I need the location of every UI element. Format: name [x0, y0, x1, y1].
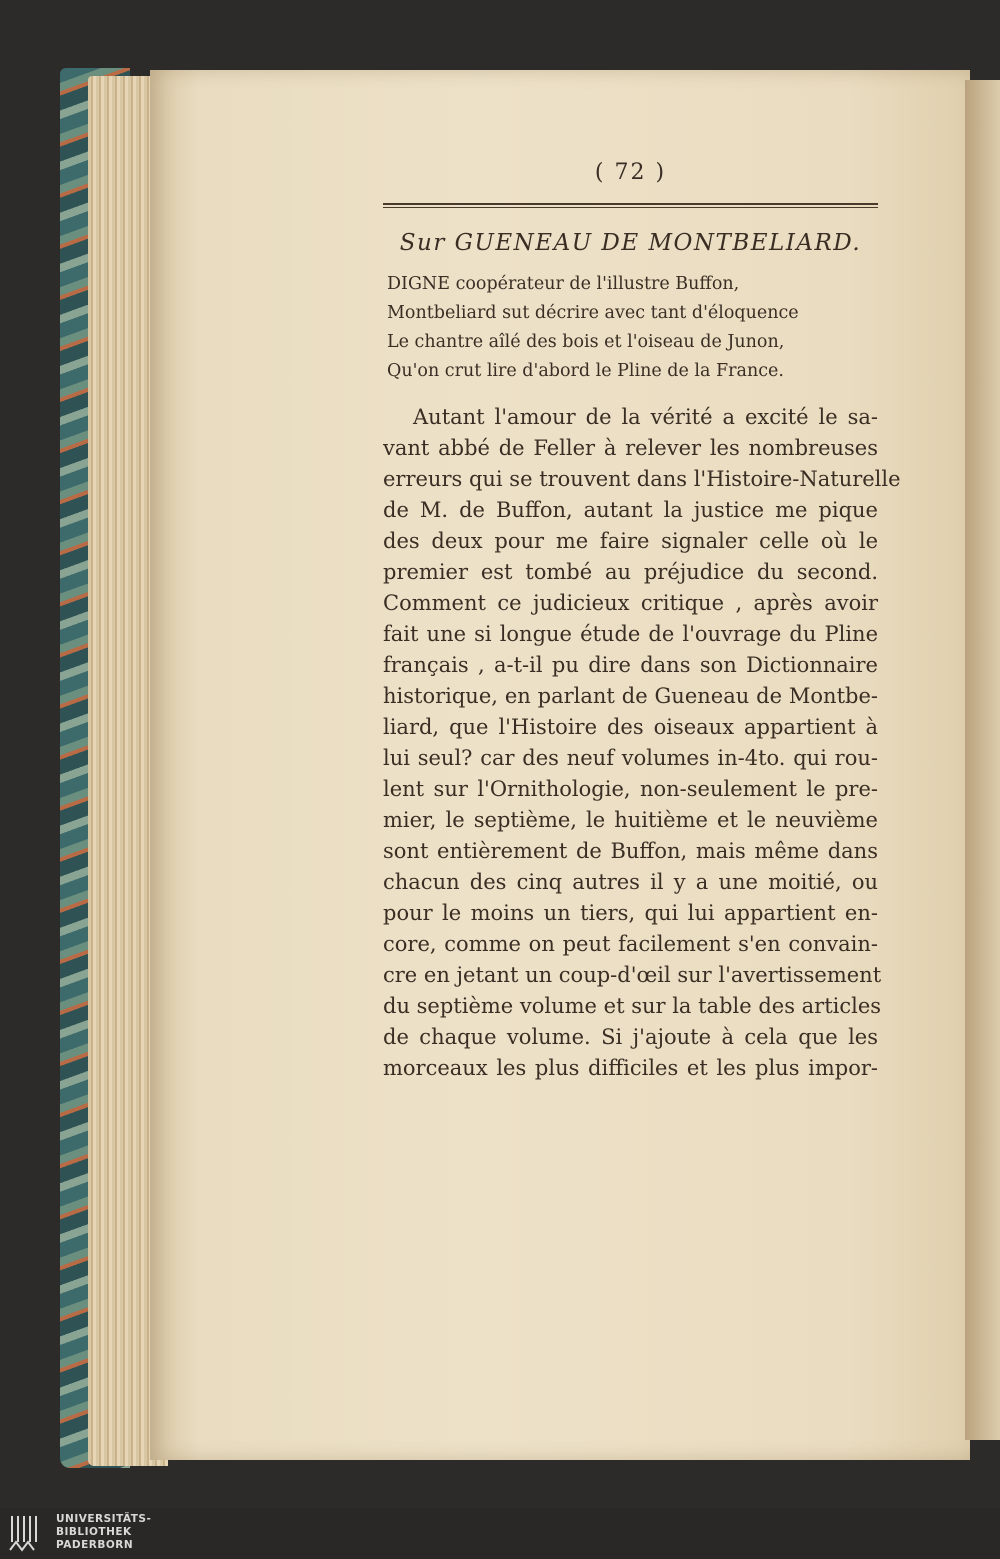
- prose-line: core, comme on peut facilement s'en convain-: [383, 932, 878, 956]
- prose-line: Comment ce judicieux critique , après avoir: [383, 591, 878, 615]
- prose-line: du septième volume et sur la table des articles: [383, 994, 882, 1018]
- prose-line: premier est tombé au préjudice du second.: [383, 560, 878, 584]
- library-name: [56, 1513, 151, 1552]
- prose-line: des deux pour me faire signaler celle où le: [383, 529, 878, 553]
- prose-line: cre en jetant un coup-d'œil sur l'avertissement: [383, 963, 882, 987]
- prose-line: historique, en parlant de Gueneau de Montbe-: [383, 684, 878, 708]
- prose-line: vant abbé de Feller à relever les nombreuses: [383, 436, 878, 460]
- library-logo-icon: [4, 1512, 46, 1556]
- verse-line: Montbeliard sut décrire avec tant d'éloquence: [387, 303, 799, 323]
- next-page-edge: [965, 80, 1000, 1440]
- library-name-line: PADERBORN: [56, 1539, 134, 1551]
- prose-line: morceaux les plus difficiles et les plus impor-: [383, 1056, 878, 1080]
- prose-line: mier, le septième, le huitième et le neuvième: [383, 808, 878, 832]
- prose-line: sont entièrement de Buffon, mais même dans: [383, 839, 878, 863]
- header-rule: [383, 203, 878, 208]
- prose-line: fait une si longue étude de l'ouvrage du Pline: [383, 622, 878, 646]
- prose-paragraph: [383, 402, 901, 1084]
- page-number: ( 72 ): [594, 160, 667, 185]
- prose-line: de M. de Buffon, autant la justice me pique: [383, 498, 878, 522]
- verse-line: DIGNE coopérateur de l'illustre Buffon,: [387, 274, 740, 294]
- prose-line: pour le moins un tiers, qui lui appartient en-: [383, 901, 878, 925]
- prose-line: erreurs qui se trouvent dans l'Histoire-Naturelle: [383, 467, 901, 491]
- verse-line: Qu'on crut lire d'abord le Pline de la France.: [387, 361, 784, 381]
- epigram-verse: [383, 270, 878, 386]
- verse-line: Le chantre aîlé des bois et l'oiseau de Junon,: [387, 332, 785, 352]
- prose-line: de chaque volume. Si j'ajoute à cela que les: [383, 1025, 878, 1049]
- prose-line: Autant l'amour de la vérité a excité le sa-: [413, 405, 878, 429]
- prose-line: chacun des cinq autres il y a une moitié, ou: [383, 870, 878, 894]
- section-heading: Sur GUENEAU DE MONTBELIARD.: [399, 230, 862, 256]
- prose-line: lui seul? car des neuf volumes in-4to. qui rou-: [383, 746, 878, 770]
- prose-line: liard, que l'Histoire des oiseaux appartient à: [383, 715, 878, 739]
- library-name-line: BIBLIOTHEK: [56, 1526, 132, 1538]
- page-text: [383, 150, 901, 1084]
- prose-line: lent sur l'Ornithologie, non-seulement le pre-: [383, 777, 878, 801]
- prose-line: français , a-t-il pu dire dans son Dictionnaire: [383, 653, 878, 677]
- library-name-line: UNIVERSITÄTS-: [56, 1513, 152, 1525]
